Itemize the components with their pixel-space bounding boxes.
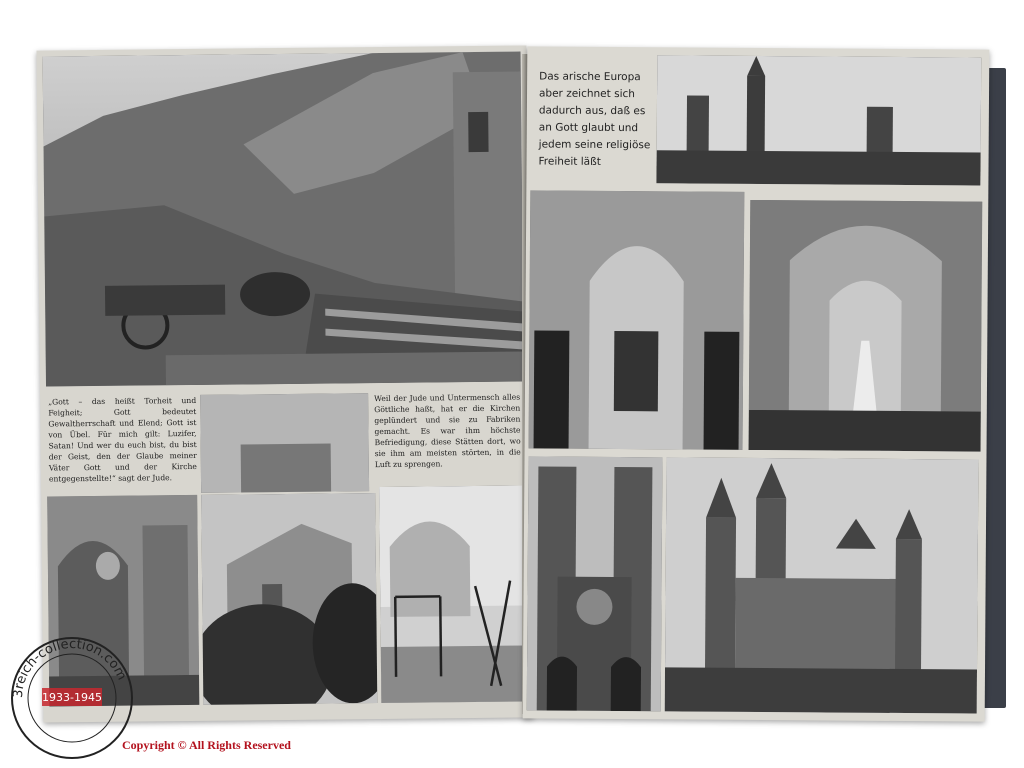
photo-church-turned-factory	[379, 485, 527, 703]
collection-stamp	[6, 632, 138, 764]
photo-city-skyline-towers	[656, 55, 981, 185]
photo-church-exterior-top	[200, 393, 369, 493]
stamp-text: 3reich-collection.com	[10, 636, 130, 699]
left-page	[36, 45, 533, 722]
photo-destroyed-church-exterior	[201, 493, 377, 705]
right-page	[523, 46, 990, 721]
caption-jude-quote: „Gott – das heißt Torheit und Feigheit; Gott bedeutet Gewaltherrschaft und Elend; Gott ist von Übel. Für mich gilt: Luzifer, Satan! Und wer du euch bist, du bist der Geist, den der Glaube meiner Väter Gott und der Kirche entgegenstellte!“ sagt der Jude.	[48, 395, 197, 484]
caption-churches-plundered: Weil der Jude und Untermensch alles Göttliche haßt, hat er die Kirchen geplündert und sie zu Fabriken gemacht. Es war ihm höchste Befriedigung, diese Stätten dort, wo sie ihm am meisten störten, in die Luft zu sprengen.	[374, 392, 521, 470]
copyright-notice: Copyright © All Rights Reserved	[122, 738, 291, 752]
stamp-years: 1933-1945	[42, 691, 102, 704]
caption-arian-europe: Das arische Europa aber zeichnet sich dadurch aus, daß es an Gott glaubt und jedem seine religiöse Freiheit läßt	[538, 70, 651, 168]
photo-laon-cathedral-facade	[527, 456, 663, 711]
photo-romanesque-cathedral	[665, 457, 979, 713]
photo-baroque-nave	[529, 190, 745, 449]
photo-ruined-church	[43, 52, 524, 387]
photo-gothic-cathedral-nave	[749, 200, 983, 452]
open-magazine	[28, 48, 998, 720]
